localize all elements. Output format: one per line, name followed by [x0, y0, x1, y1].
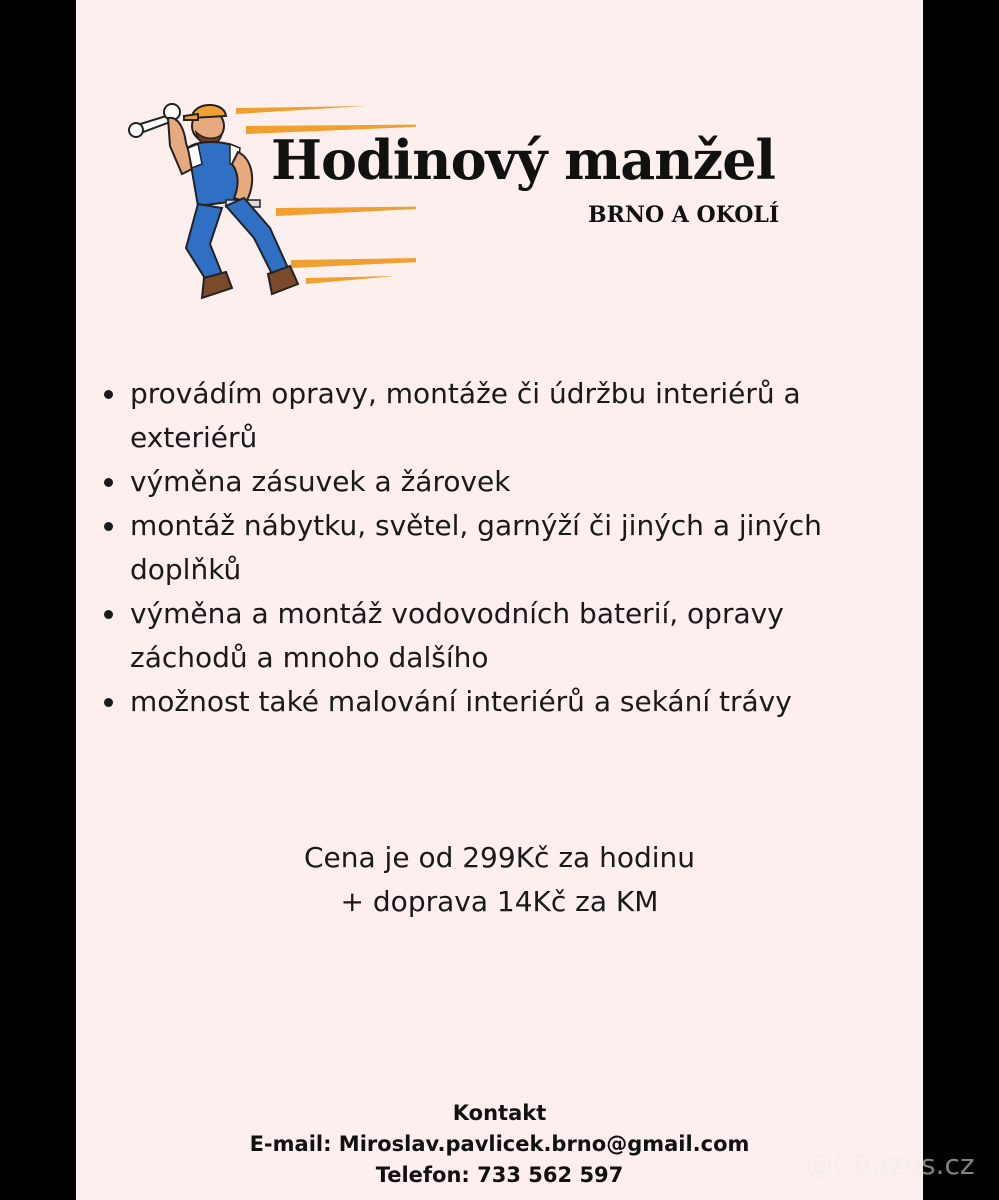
page-title: Hodinový manžel	[271, 128, 776, 192]
price-line: Cena je od 299Kč za hodinu	[303, 841, 696, 874]
page-subtitle: BRNO A OKOLÍ	[588, 202, 780, 228]
list-item-text: možnost také malování interiérů a sekání trávy	[130, 685, 792, 718]
contact-email: E-mail: Miroslav.pavlicek.brno@gmail.com	[249, 1132, 750, 1156]
list-item-text: výměna zásuvek a žárovek	[130, 465, 511, 498]
bullet-icon	[104, 522, 113, 531]
bullet-icon	[104, 698, 113, 707]
bullet-icon	[104, 478, 113, 487]
contact-heading: Kontakt	[452, 1101, 547, 1125]
bullet-icon	[104, 610, 113, 619]
list-item-text: montáž nábytku, světel, garnýží či jiných a jiných doplňků	[130, 509, 822, 586]
services-list	[130, 372, 870, 724]
watermark: @( Bazos.cz	[805, 1148, 975, 1181]
handyman-running-with-wrench-icon	[126, 88, 416, 323]
list-item	[130, 592, 870, 680]
list-item	[130, 460, 870, 504]
bullet-icon	[104, 390, 113, 399]
contact-phone: Telefon: 733 562 597	[375, 1163, 624, 1187]
list-item-text: výměna a montáž vodovodních baterií, opravy záchodů a mnoho dalšího	[130, 597, 784, 674]
list-item	[130, 372, 870, 460]
flyer-page	[76, 0, 923, 1200]
list-item	[130, 504, 870, 592]
list-item-text: provádím opravy, montáže či údržbu interiérů a exteriérů	[130, 377, 801, 454]
transport-price-line: + doprava 14Kč za KM	[340, 885, 659, 918]
list-item	[130, 680, 870, 724]
